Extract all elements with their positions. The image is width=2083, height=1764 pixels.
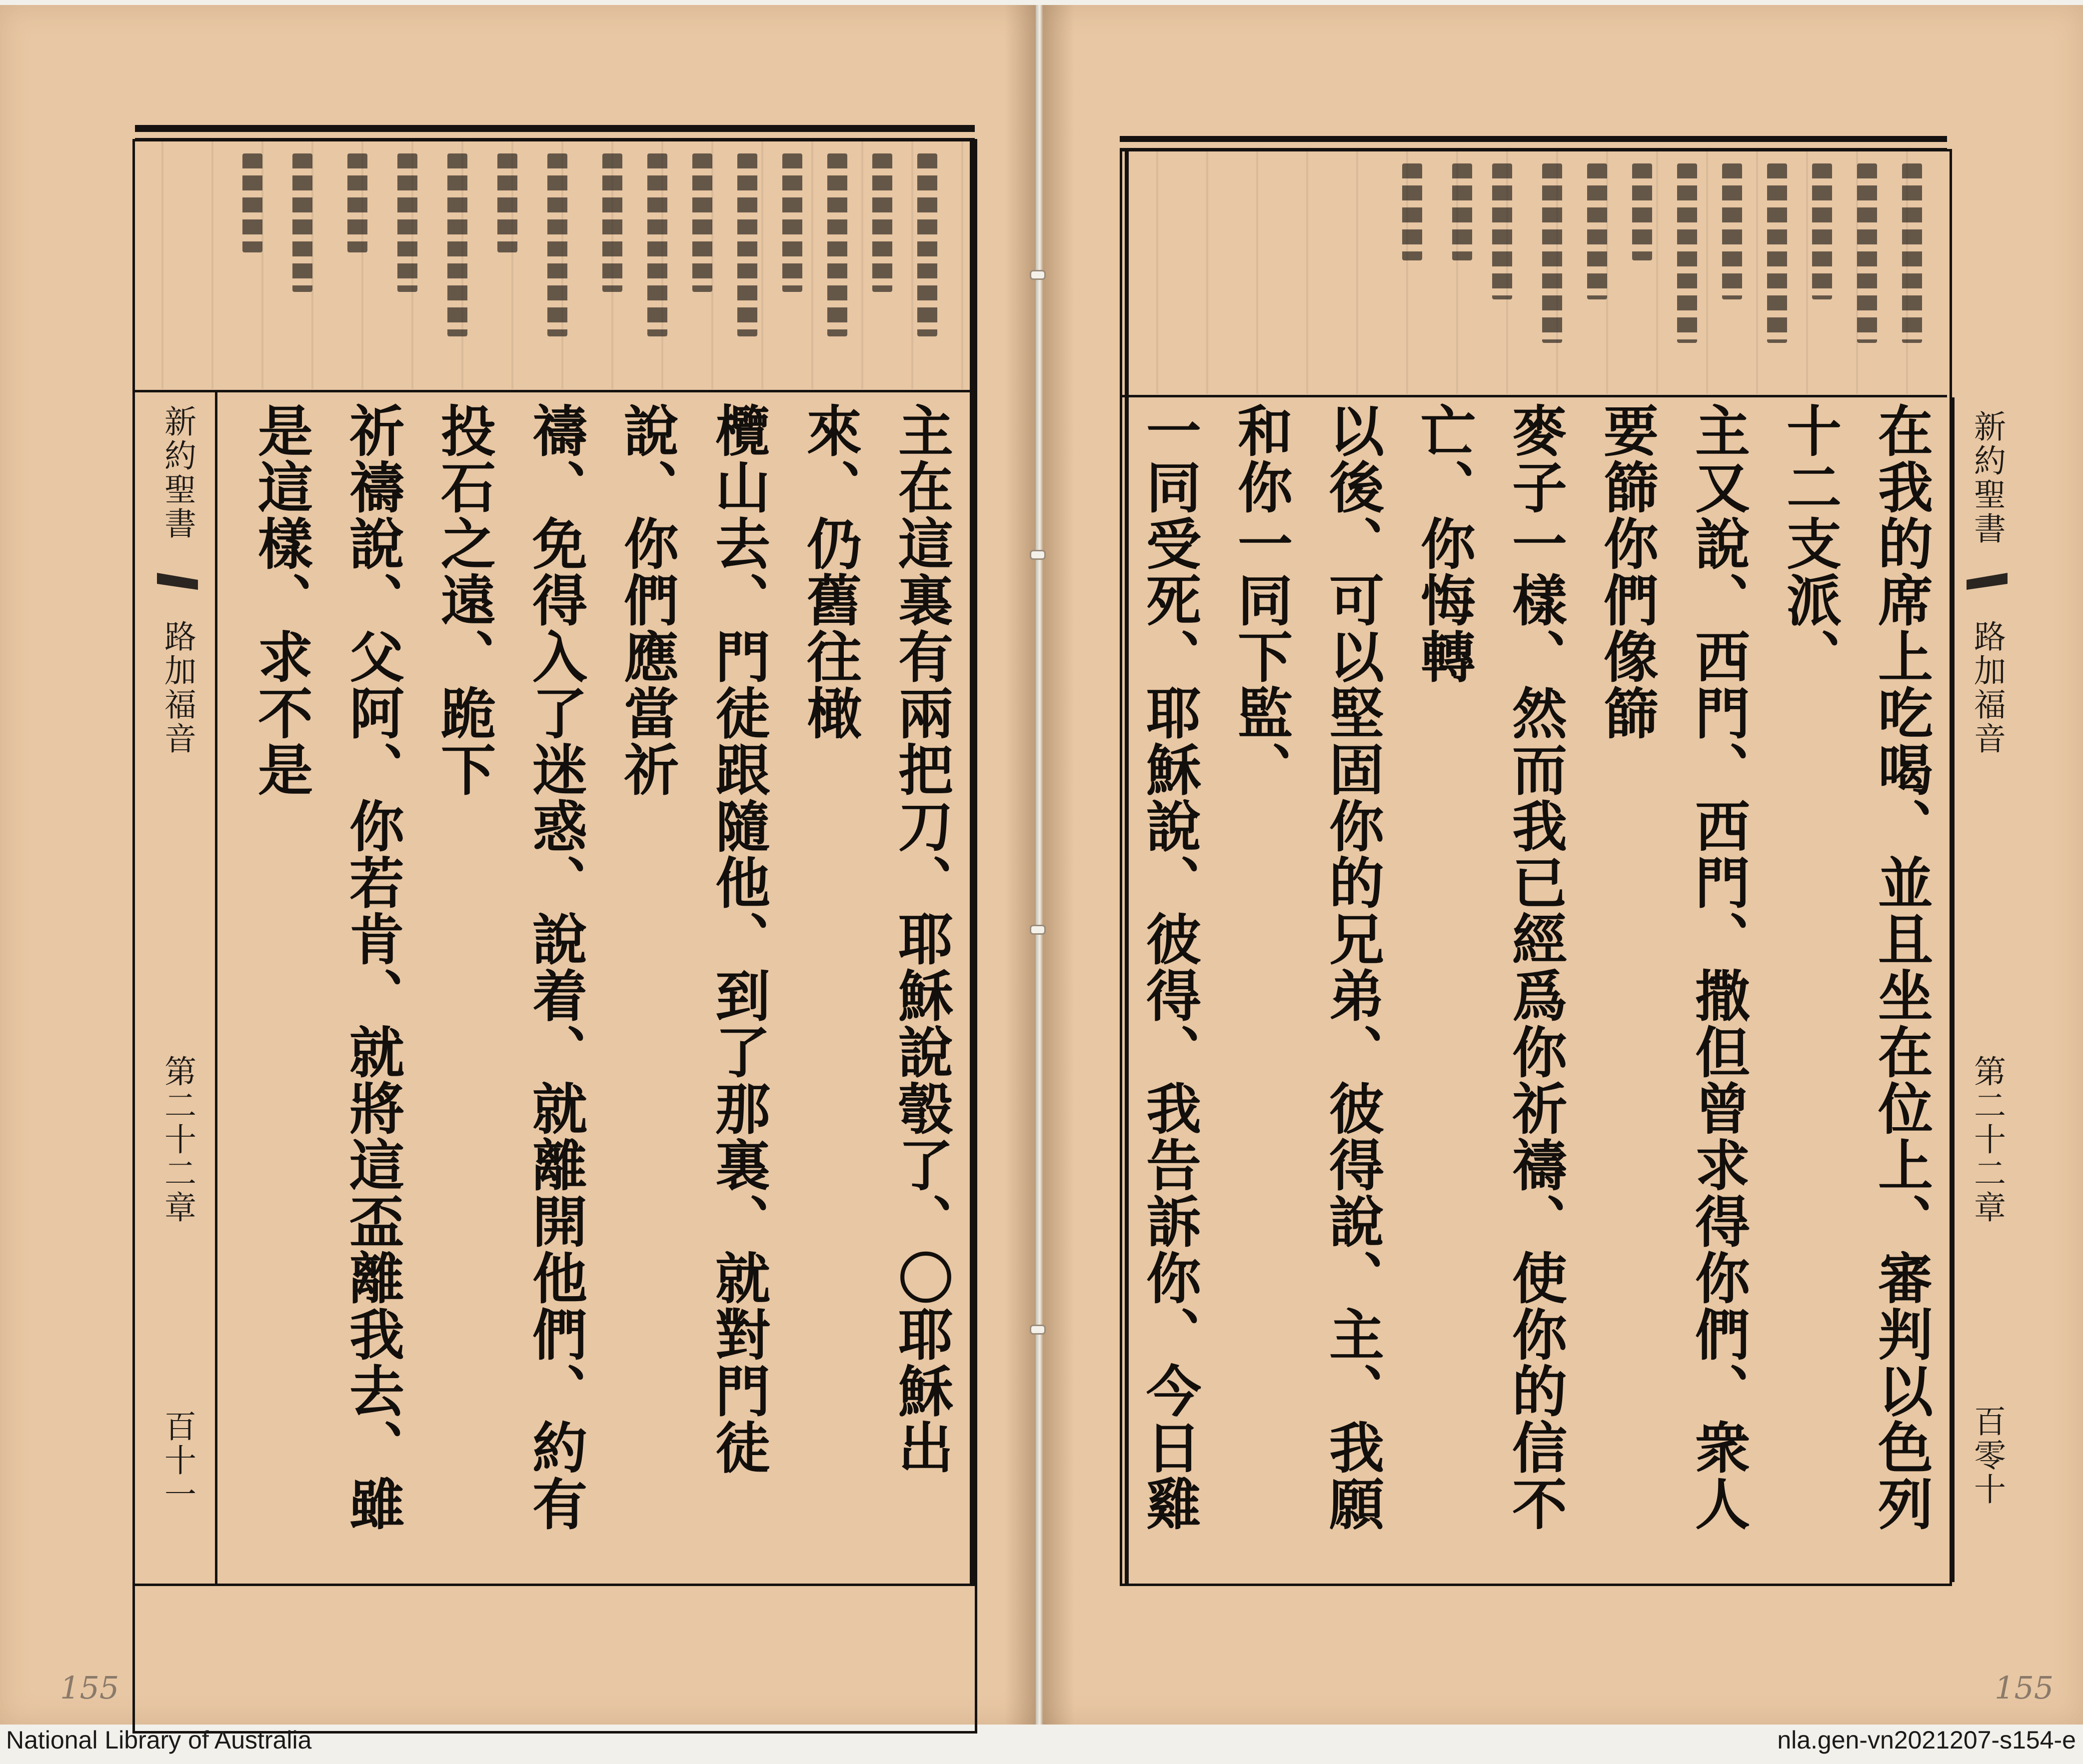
right-top-rule	[1120, 136, 1947, 142]
left-running-header	[150, 405, 205, 1575]
text-column: 麥子一樣、然而我已經爲你祈禱、使你的信不亡、你悔轉	[1412, 402, 1568, 1532]
text-column: 一同受死、耶穌說、彼得、我告訴你、今日雞	[1137, 402, 1202, 1532]
book-title: 新約聖書	[1969, 410, 2006, 546]
right-main-text	[1132, 402, 1947, 1577]
binding-stitch	[1030, 550, 1046, 560]
chapter-label: 第二十二章	[159, 1055, 196, 1225]
book-title: 新約聖書	[159, 405, 196, 541]
right-header-divider	[1952, 397, 1955, 1582]
pencil-page-number: 155	[60, 1670, 119, 1706]
book-gutter	[1005, 5, 1075, 1725]
text-column: 欖山去、門徒跟隨他、到了那裏、就對門徒說、你們應當祈	[615, 402, 771, 1476]
left-bottom-rule	[132, 1584, 977, 1586]
chapter-label: 第二十二章	[1969, 1055, 2006, 1225]
section-marker-icon	[1965, 570, 2010, 593]
footer-record-id: nla.gen-vn2021207-s154-e	[1777, 1726, 2076, 1754]
left-header-divider	[215, 392, 217, 1585]
page-number: 百十一	[159, 1410, 196, 1512]
pencil-page-number: 155	[1995, 1670, 2054, 1706]
binding-stitch	[1030, 925, 1046, 935]
right-cross-reference-notes	[1132, 151, 1945, 394]
right-outer-left-rule	[1125, 149, 1129, 1584]
left-main-text	[222, 402, 967, 1580]
text-column: 禱、免得入了迷惑、說着、就離開他們、約有投石之遠、跪下	[432, 402, 588, 1532]
text-column: 主又說、西門、西門、撒但曾求得你們、衆人要篩你們像篩	[1595, 402, 1751, 1532]
footer-library-name: National Library of Australia	[6, 1726, 312, 1754]
text-column: 在我的席上吃喝、並且坐在位上、審判以色列十二支派、	[1778, 402, 1934, 1532]
left-notes-divider	[135, 390, 972, 392]
page-number: 百零十	[1969, 1405, 2006, 1507]
section-marker-icon	[155, 570, 200, 593]
left-outer-right-rule	[970, 139, 975, 1586]
right-notes-divider	[1122, 395, 1947, 397]
gospel-title: 路加福音	[159, 620, 196, 756]
right-running-header	[1960, 410, 2015, 1580]
left-cross-reference-notes	[137, 141, 967, 389]
text-column	[222, 402, 235, 1580]
text-column: 祈禱說、父阿、你若肯、就將這盃離我去、雖是這樣、求不是	[249, 402, 405, 1532]
left-top-rule	[135, 125, 975, 132]
binding-stitch	[1030, 1325, 1046, 1335]
text-column: 以後、可以堅固你的兄弟、彼得說、主、我願和你一同下監、	[1229, 402, 1385, 1532]
text-column: 主在這裏有兩把刀、耶穌說彀了、〇耶穌出來、仍舊往橄	[798, 402, 954, 1476]
gospel-title: 路加福音	[1969, 620, 2006, 756]
binding-stitch	[1030, 270, 1046, 280]
